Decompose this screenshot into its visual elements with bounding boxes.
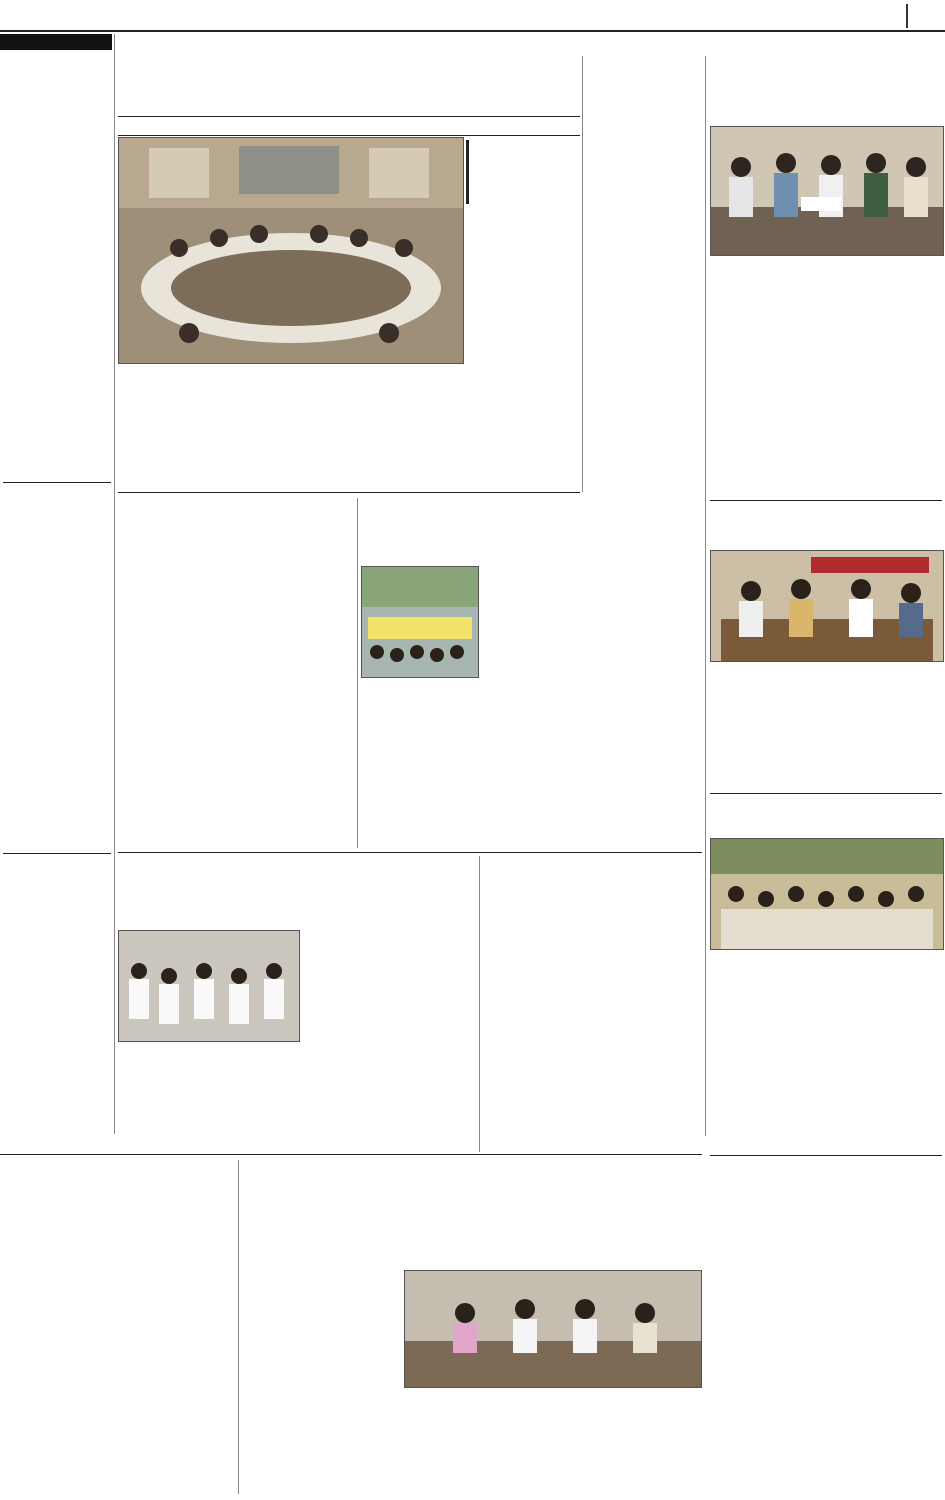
masthead [0,0,945,40]
right-article-3-title [710,796,942,836]
right-article-4-body [710,1196,942,1276]
teachers-rally-photo [361,566,479,678]
main-body-right [466,208,578,488]
left-article-1-body [3,104,111,476]
brief-label [0,34,112,50]
rally-banner [368,617,472,639]
divider [3,853,111,854]
swachh-body [302,930,476,1150]
left-article-2-title [3,487,111,523]
main-body [118,368,462,488]
col3-body [586,98,702,490]
taskforce-photo [404,1270,702,1388]
farmers-photo-graphic [711,839,943,949]
mandal-title [483,858,701,908]
right-article-2-title [710,504,942,548]
main-pullquote [466,140,578,204]
divider [118,492,580,493]
column-divider [479,856,480,1152]
column-divider [238,1160,239,1494]
column-divider [582,56,583,492]
column-divider [357,498,358,848]
sdm-sign [811,557,929,573]
col3-title [586,60,702,96]
main-headline [118,56,580,98]
tet-body [361,678,701,850]
meeting-photo-graphic [119,138,463,363]
page-divider [906,4,908,28]
column-divider [705,56,706,1136]
ozone-title [118,498,354,542]
tet-title [361,500,701,564]
column-divider [114,34,115,1134]
taskforce-photo-graphic [405,1271,701,1387]
divider [710,500,942,501]
masthead-rule [0,30,945,32]
main-meeting-photo [118,137,464,364]
nhm-title [3,1160,235,1204]
right-article-4-title [710,1158,942,1194]
swachh-title [118,856,476,928]
divider [0,1154,702,1155]
left-article-3-body [3,912,111,1134]
sdm-photo [710,550,944,662]
oath-photo [118,930,300,1042]
pm-memo-body [118,708,354,848]
right-article-3-body [710,952,942,1152]
farmers-photo [710,838,944,950]
main-subheadline [118,116,580,136]
right-article-1-title [710,62,942,124]
right-article-2-body [710,664,942,790]
taskforce-body [242,1206,698,1266]
divider [710,793,942,794]
pm-memo-title [118,690,354,706]
nhm-body [3,1208,235,1494]
divider [710,1155,942,1156]
left-article-3-title [3,856,111,910]
taskforce-title [242,1166,702,1202]
left-article-2-body [3,526,111,851]
divider [118,852,702,853]
oath-photo-graphic [119,931,299,1041]
ozone-body [118,546,354,686]
memorandum-photo [710,126,944,256]
mandal-body [483,910,701,1150]
left-article-1-title [3,56,111,100]
divider [3,482,111,483]
memorandum-photo-graphic [711,127,943,255]
right-article-1-body [710,258,942,498]
